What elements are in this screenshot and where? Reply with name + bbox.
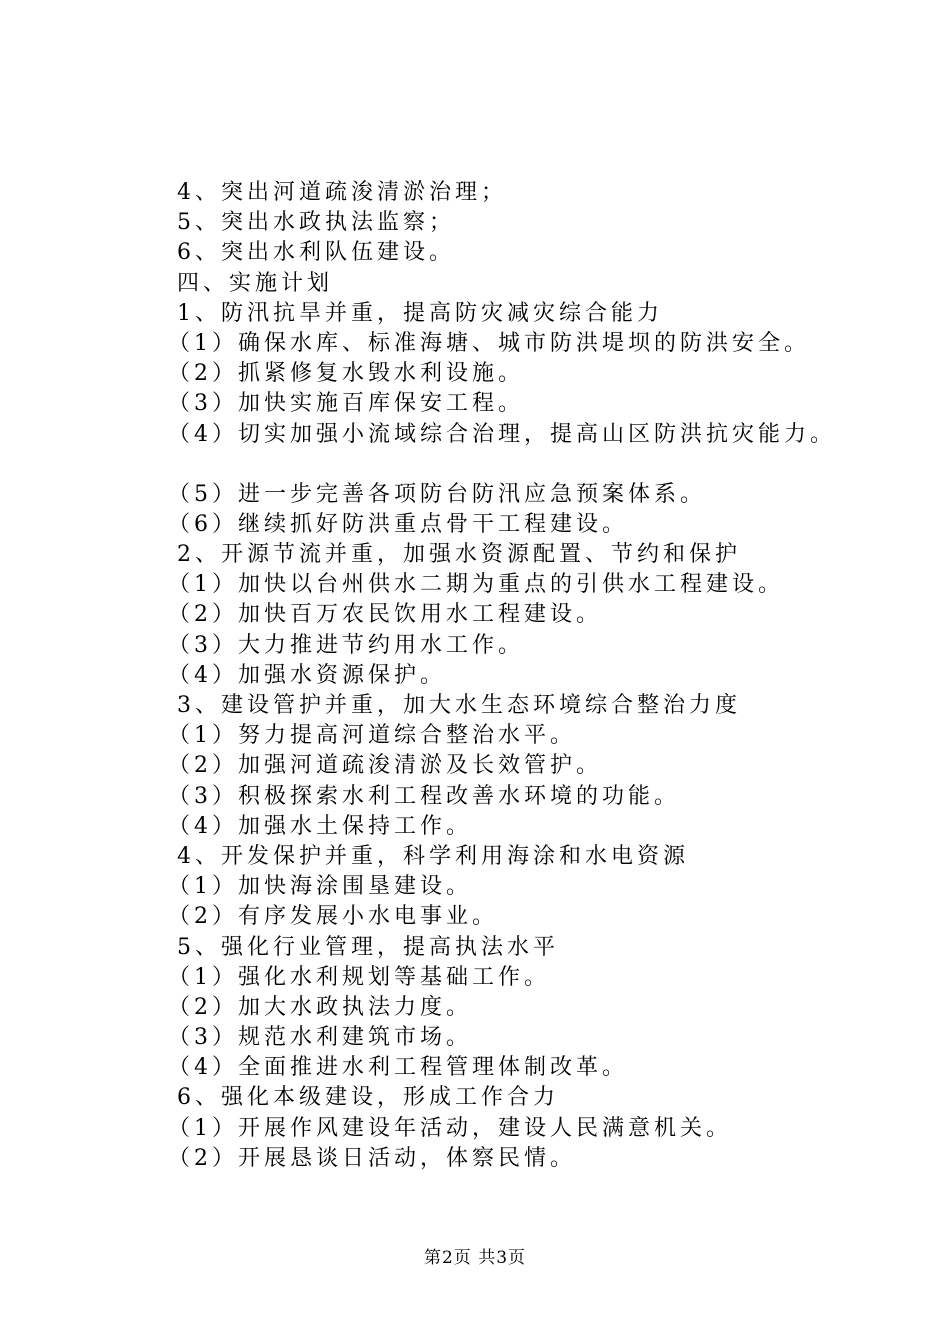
subsection-heading: 3、建设管护并重，加大水生态环境综合整治力度 [177, 693, 741, 718]
list-item: （4）加强水资源保护。 [168, 662, 446, 688]
list-item: （1）努力提高河道综合整治水平。 [168, 723, 576, 749]
list-item: 4、突出河道疏浚清淤治理； [177, 180, 507, 205]
list-item: （3）大力推进节约用水工作。 [168, 632, 524, 658]
list-item: （2）抓紧修复水毁水利设施。 [168, 361, 524, 387]
list-item: 6、突出水利队伍建设。 [177, 240, 455, 266]
list-item: （4）加强水土保持工作。 [168, 813, 472, 839]
list-item: （2）有序发展小水电事业。 [168, 904, 498, 930]
list-item: （6）继续抓好防洪重点骨干工程建设。 [168, 511, 628, 537]
list-item: （1）加快以台州供水二期为重点的引供水工程建设。 [168, 572, 784, 598]
subsection-heading: 5、强化行业管理，提高执法水平 [177, 934, 559, 960]
page-footer: 第2页 共3页 [423, 1248, 527, 1268]
list-item: （3）加快实施百库保安工程。 [168, 391, 524, 417]
list-item: （3）规范水利建筑市场。 [168, 1025, 472, 1051]
list-item: 5、突出水政执法监察； [177, 210, 455, 236]
subsection-heading: 6、强化本级建设，形成工作合力 [177, 1085, 559, 1111]
section-heading: 四、实施计划 [177, 270, 334, 296]
list-item: （2）加快百万农民饮用水工程建设。 [168, 602, 602, 628]
list-item: （1）强化水利规划等基础工作。 [168, 964, 550, 990]
list-item: （2）加大水政执法力度。 [168, 994, 472, 1020]
list-item: （4）全面推进水利工程管理体制改革。 [168, 1055, 628, 1081]
list-item: （4）切实加强小流域综合治理，提高山区防洪抗灾能力。 [168, 421, 836, 447]
document-body [168, 178, 877, 1174]
list-item: （3）积极探索水利工程改善水环境的功能。 [168, 783, 680, 809]
list-item: （1）加快海涂围垦建设。 [168, 874, 472, 900]
list-item: （2）开展恳谈日活动，体察民情。 [168, 1145, 576, 1171]
list-item: （1）确保水库、标准海塘、城市防洪堤坝的防洪安全。 [168, 330, 810, 356]
list-item: （2）加强河道疏浚清淤及长效管护。 [168, 753, 602, 779]
subsection-heading: 1、防汛抗旱并重，提高防灾减灾综合能力 [177, 300, 663, 326]
list-item: （5）进一步完善各项防台防汛应急预案体系。 [168, 481, 706, 507]
list-item: （1）开展作风建设年活动，建设人民满意机关。 [168, 1115, 732, 1141]
subsection-heading: 2、开源节流并重，加强水资源配置、节约和保护 [177, 542, 741, 568]
subsection-heading: 4、开发保护并重，科学利用海涂和水电资源 [177, 843, 689, 869]
